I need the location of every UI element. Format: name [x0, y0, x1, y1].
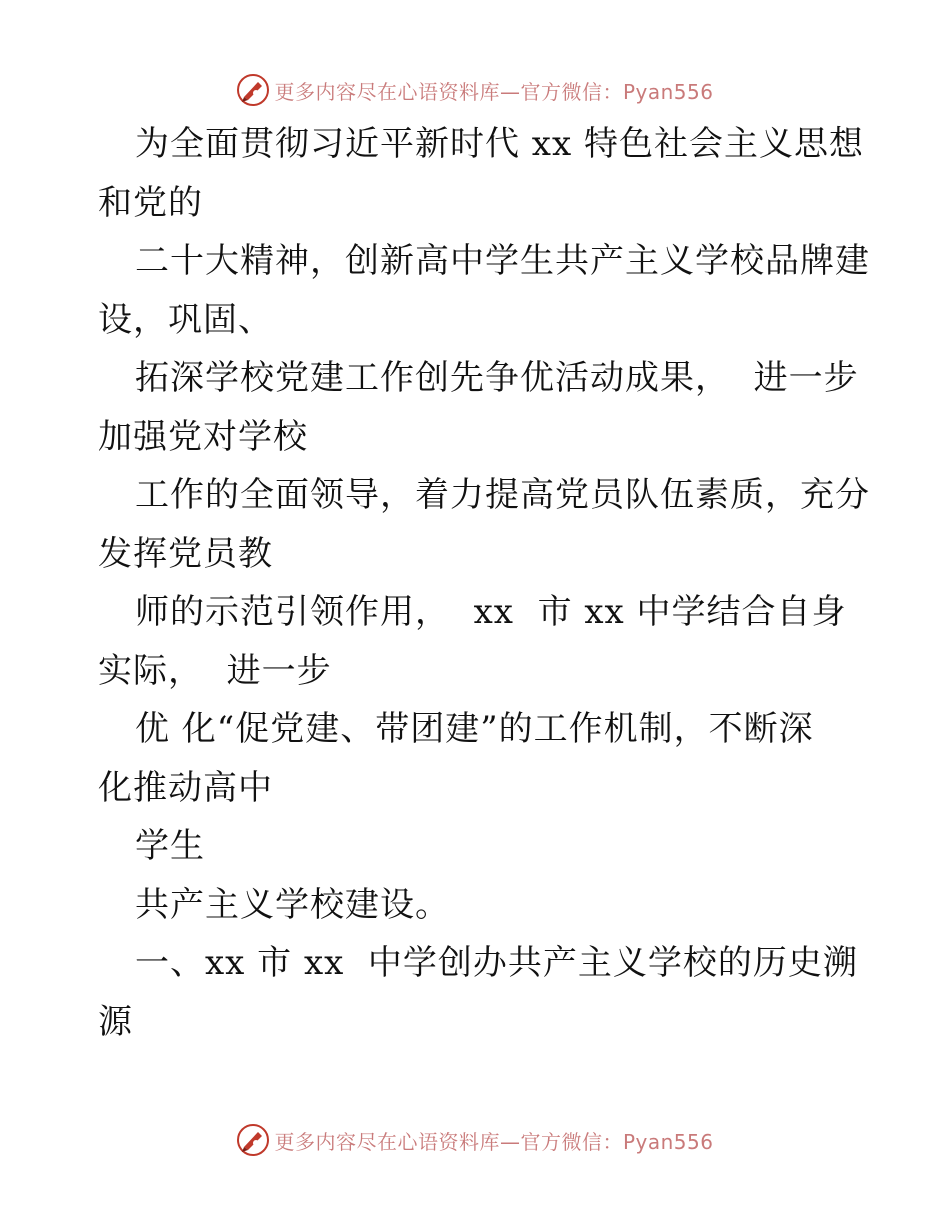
text-line-4: 设，巩固、	[98, 299, 273, 340]
text-line-12: 化推动高中	[98, 767, 273, 808]
text-line-5: 拓深学校党建工作创先争优活动成果， 进一步	[135, 358, 859, 398]
header-banner	[0, 70, 950, 110]
text-line-1: 为全面贯彻习近平新时代 xx 特色社会主义思想	[135, 124, 864, 164]
header-banner-text: 更多内容尽在心语资料库—官方微信：Pyan556	[274, 79, 714, 104]
text-line-14: 共产主义学校建设。	[135, 884, 450, 925]
text-line-2: 和党的	[98, 182, 203, 223]
pen-logo-icon	[236, 73, 270, 107]
section-heading-1: 一、xx 市 xx 中学创办共产主义学校的历史溯	[135, 943, 858, 983]
text-line-11: 优 化“促党建、带团建”的工作机制，不断深	[135, 709, 814, 749]
text-line-6: 加强党对学校	[98, 416, 308, 457]
footer-banner-text: 更多内容尽在心语资料库—官方微信：Pyan556	[274, 1129, 714, 1154]
text-line-16: 源	[98, 1001, 133, 1042]
footer-banner	[0, 1120, 950, 1160]
pen-logo-icon	[236, 1123, 270, 1157]
text-line-10: 实际， 进一步	[98, 650, 332, 691]
text-line-8: 发挥党员教	[98, 533, 273, 574]
text-line-7: 工作的全面领导，着力提高党员队伍素质，充分	[135, 475, 870, 515]
text-line-3: 二十大精神，创新高中学生共产主义学校品牌建	[135, 241, 870, 281]
text-line-9: 师的示范引领作用， xx 市 xx 中学结合自身	[135, 592, 847, 632]
document-body	[98, 115, 870, 1051]
text-line-13: 学生	[135, 826, 205, 866]
